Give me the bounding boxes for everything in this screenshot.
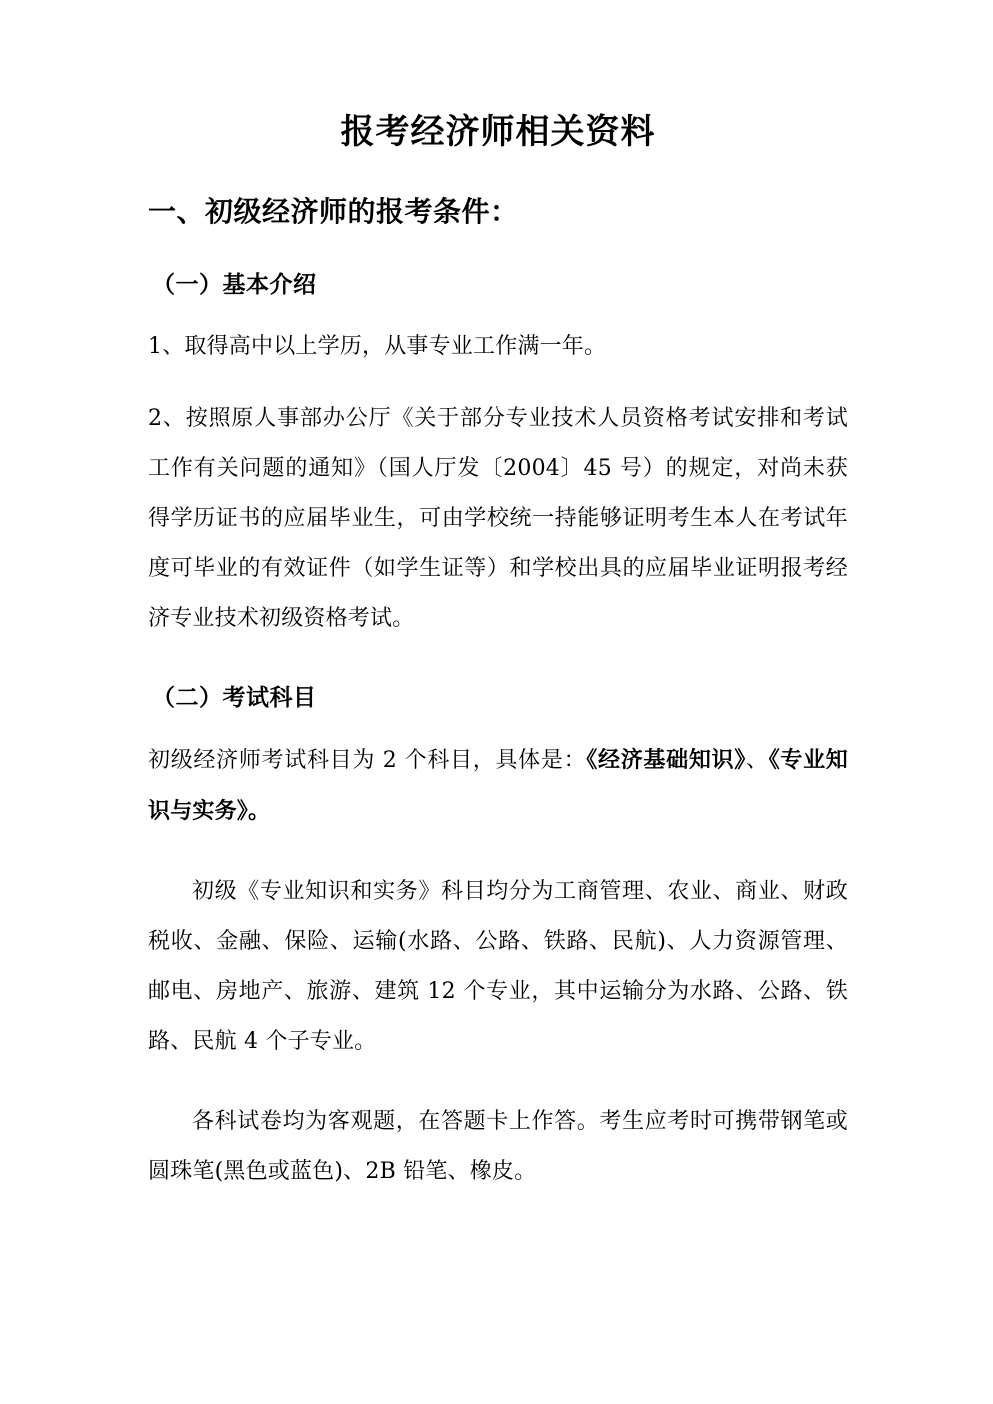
paragraph-condition-2: 2、按照原人事部办公厅《关于部分专业技术人员资格考试安排和考试工作有关问题的通知》（国人厅发〔2004〕45 号）的规定，对尚未获得学历证书的应届毕业生，可由学校统一持能够证明考生本人在考试年度可毕业的有效证件（如学生证等）和学校出具的应届毕业证明报考经济专业技术初级资格考试。 xyxy=(148,405,848,631)
page-title: 报考经济师相关资料 xyxy=(340,112,656,152)
subsection-heading-exam-subjects: （二）考试科目 xyxy=(152,683,317,711)
section-heading-1: 一、初级经济师的报考条件： xyxy=(148,194,519,228)
paragraph-specialties: 初级《专业知识和实务》科目均分为工商管理、农业、商业、财政税收、金融、保险、运输(水路、公路、铁路、民航)、人力资源管理、邮电、房地产、旅游、建筑 12 个专业，其中运输分为水路、公路、铁路、民航 4 个子专业。 xyxy=(148,878,848,1054)
paragraph-exam-subjects xyxy=(148,713,848,837)
paragraph-condition-1: 1、取得高中以上学历，从事专业工作满一年。 xyxy=(148,333,607,359)
subsection-heading-basic-intro: （一）基本介绍 xyxy=(152,270,317,298)
paragraph-exam-format: 各科试卷均为客观题，在答题卡上作答。考生应考时可携带钢笔或圆珠笔(黑色或蓝色)、2B 铅笔、橡皮。 xyxy=(148,1108,848,1184)
document-body xyxy=(148,0,848,1197)
exam-subjects-lead: 初级经济师考试科目为 2 个科目，具体是： xyxy=(148,747,587,773)
exam-subjects-separator: 、 xyxy=(745,747,769,773)
exam-subject-book-2: 《专业知识与实务》。 xyxy=(148,746,849,824)
exam-subject-book-1: 《经济基础知识》 xyxy=(586,746,746,773)
